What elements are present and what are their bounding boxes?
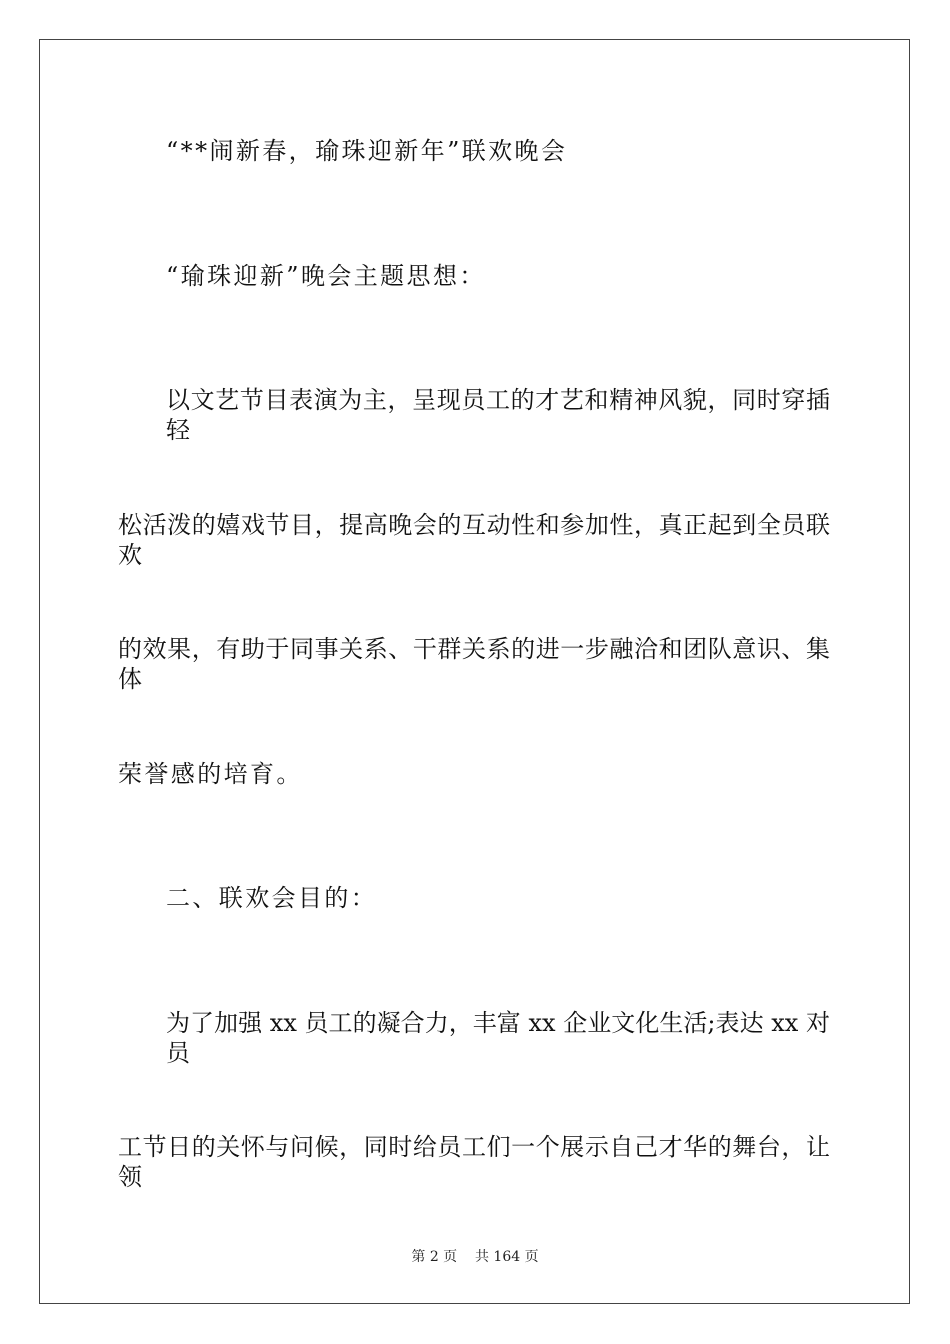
body-line: 松活泼的嬉戏节目，提高晚会的互动性和参加性，真正起到全员联欢 — [118, 511, 830, 569]
body-line: 的效果，有助于同事关系、干群关系的进一步融洽和团队意识、集体 — [118, 635, 830, 693]
theme-heading-line: “瑜珠迎新”晚会主题思想： — [166, 262, 486, 290]
body-line: 工节日的关怀与问候，同时给员工们一个展示自己才华的舞台，让领 — [118, 1133, 830, 1191]
body-line: 以文艺节目表演为主，呈现员工的才艺和精神风貌，同时穿插轻 — [166, 386, 830, 444]
body-line: 荣誉感的培育。 — [118, 760, 303, 788]
event-title-line: “**闹新春，瑜珠迎新年”联欢晚会 — [166, 137, 568, 165]
body-line: 为了加强 xx 员工的凝合力，丰富 xx 企业文化生活;表达 xx 对员 — [166, 1009, 830, 1067]
section-heading-line: 二、联欢会目的： — [166, 884, 378, 912]
page-number-footer: 第 2 页 共 164 页 — [411, 1249, 539, 1265]
